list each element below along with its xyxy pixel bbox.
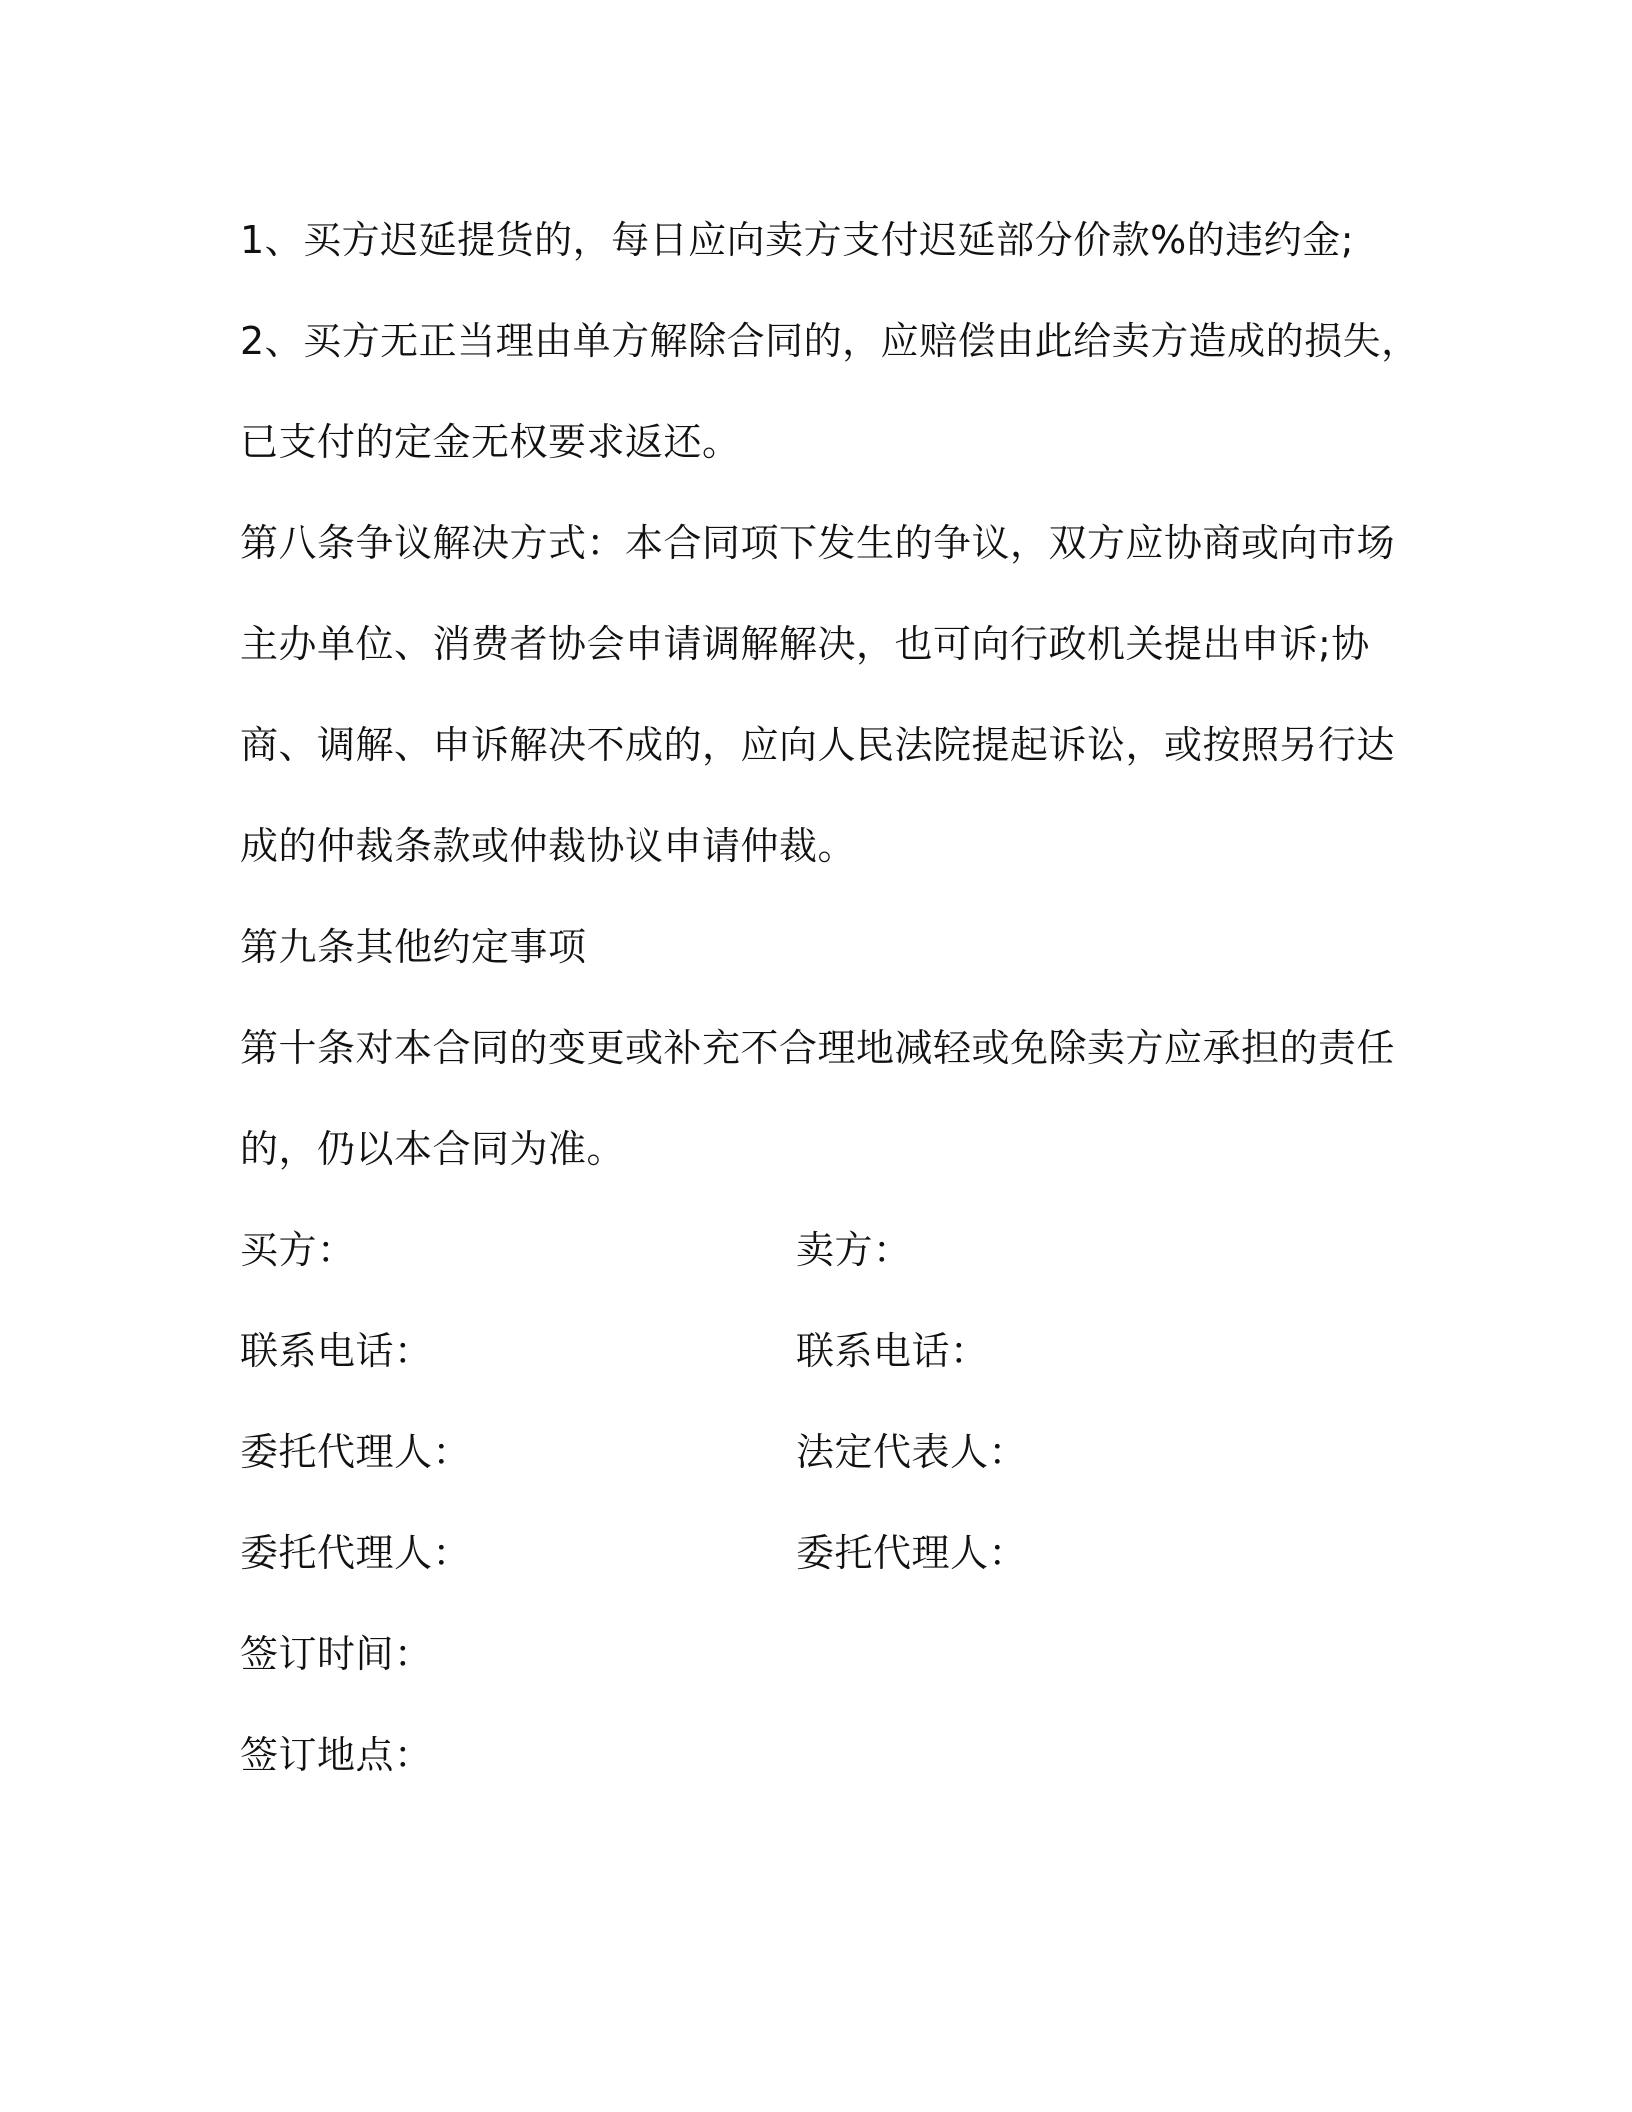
signature-row-phone bbox=[240, 1301, 1360, 1402]
signature-row-place bbox=[240, 1705, 1360, 1806]
signature-row-date bbox=[240, 1604, 1360, 1705]
signature-row-party bbox=[240, 1200, 1360, 1301]
seller-agent-label: 委托代理人： bbox=[796, 1531, 1028, 1575]
signature-empty-cell bbox=[796, 1705, 1360, 1806]
article-8-line-4: 成的仲裁条款或仲裁协议申请仲裁。 bbox=[240, 824, 857, 868]
signing-date-label: 签订时间： bbox=[240, 1632, 433, 1676]
contract-clauses bbox=[240, 190, 1420, 1200]
article-8-line-3: 商、调解、申诉解决不成的，应向人民法院提起诉讼，或按照另行达 bbox=[240, 723, 1396, 767]
signature-block bbox=[240, 1200, 1360, 1806]
signature-row-representative bbox=[240, 1402, 1360, 1503]
seller-legal-rep-label: 法定代表人： bbox=[796, 1430, 1028, 1474]
buyer-agent-label-2: 委托代理人： bbox=[240, 1531, 472, 1575]
buyer-agent-label: 委托代理人： bbox=[240, 1430, 472, 1474]
document-page bbox=[240, 190, 1420, 1806]
clause-line-1: 1、买方迟延提货的，每日应向卖方支付迟延部分价款%的违约金; bbox=[240, 218, 1355, 262]
clause-line-3: 已支付的定金无权要求返还。 bbox=[240, 420, 741, 464]
seller-phone-label: 联系电话： bbox=[796, 1329, 989, 1373]
buyer-label: 买方： bbox=[240, 1228, 356, 1272]
clause-line-2: 2、买方无正当理由单方解除合同的，应赔偿由此给卖方造成的损失， bbox=[240, 319, 1420, 363]
buyer-phone-label: 联系电话： bbox=[240, 1329, 433, 1373]
article-8-line-2: 主办单位、消费者协会申请调解解决，也可向行政机关提出申诉;协 bbox=[240, 622, 1370, 666]
signature-row-agent bbox=[240, 1503, 1360, 1604]
signing-place-label: 签订地点： bbox=[240, 1733, 433, 1777]
article-8-line-1: 第八条争议解决方式：本合同项下发生的争议，双方应协商或向市场 bbox=[240, 521, 1396, 565]
article-9: 第九条其他约定事项 bbox=[240, 925, 587, 969]
seller-label: 卖方： bbox=[796, 1228, 912, 1272]
article-10-line-2: 的，仍以本合同为准。 bbox=[240, 1127, 626, 1171]
article-10-line-1: 第十条对本合同的变更或补充不合理地减轻或免除卖方应承担的责任 bbox=[240, 1026, 1396, 1070]
signature-empty-cell bbox=[796, 1604, 1360, 1705]
